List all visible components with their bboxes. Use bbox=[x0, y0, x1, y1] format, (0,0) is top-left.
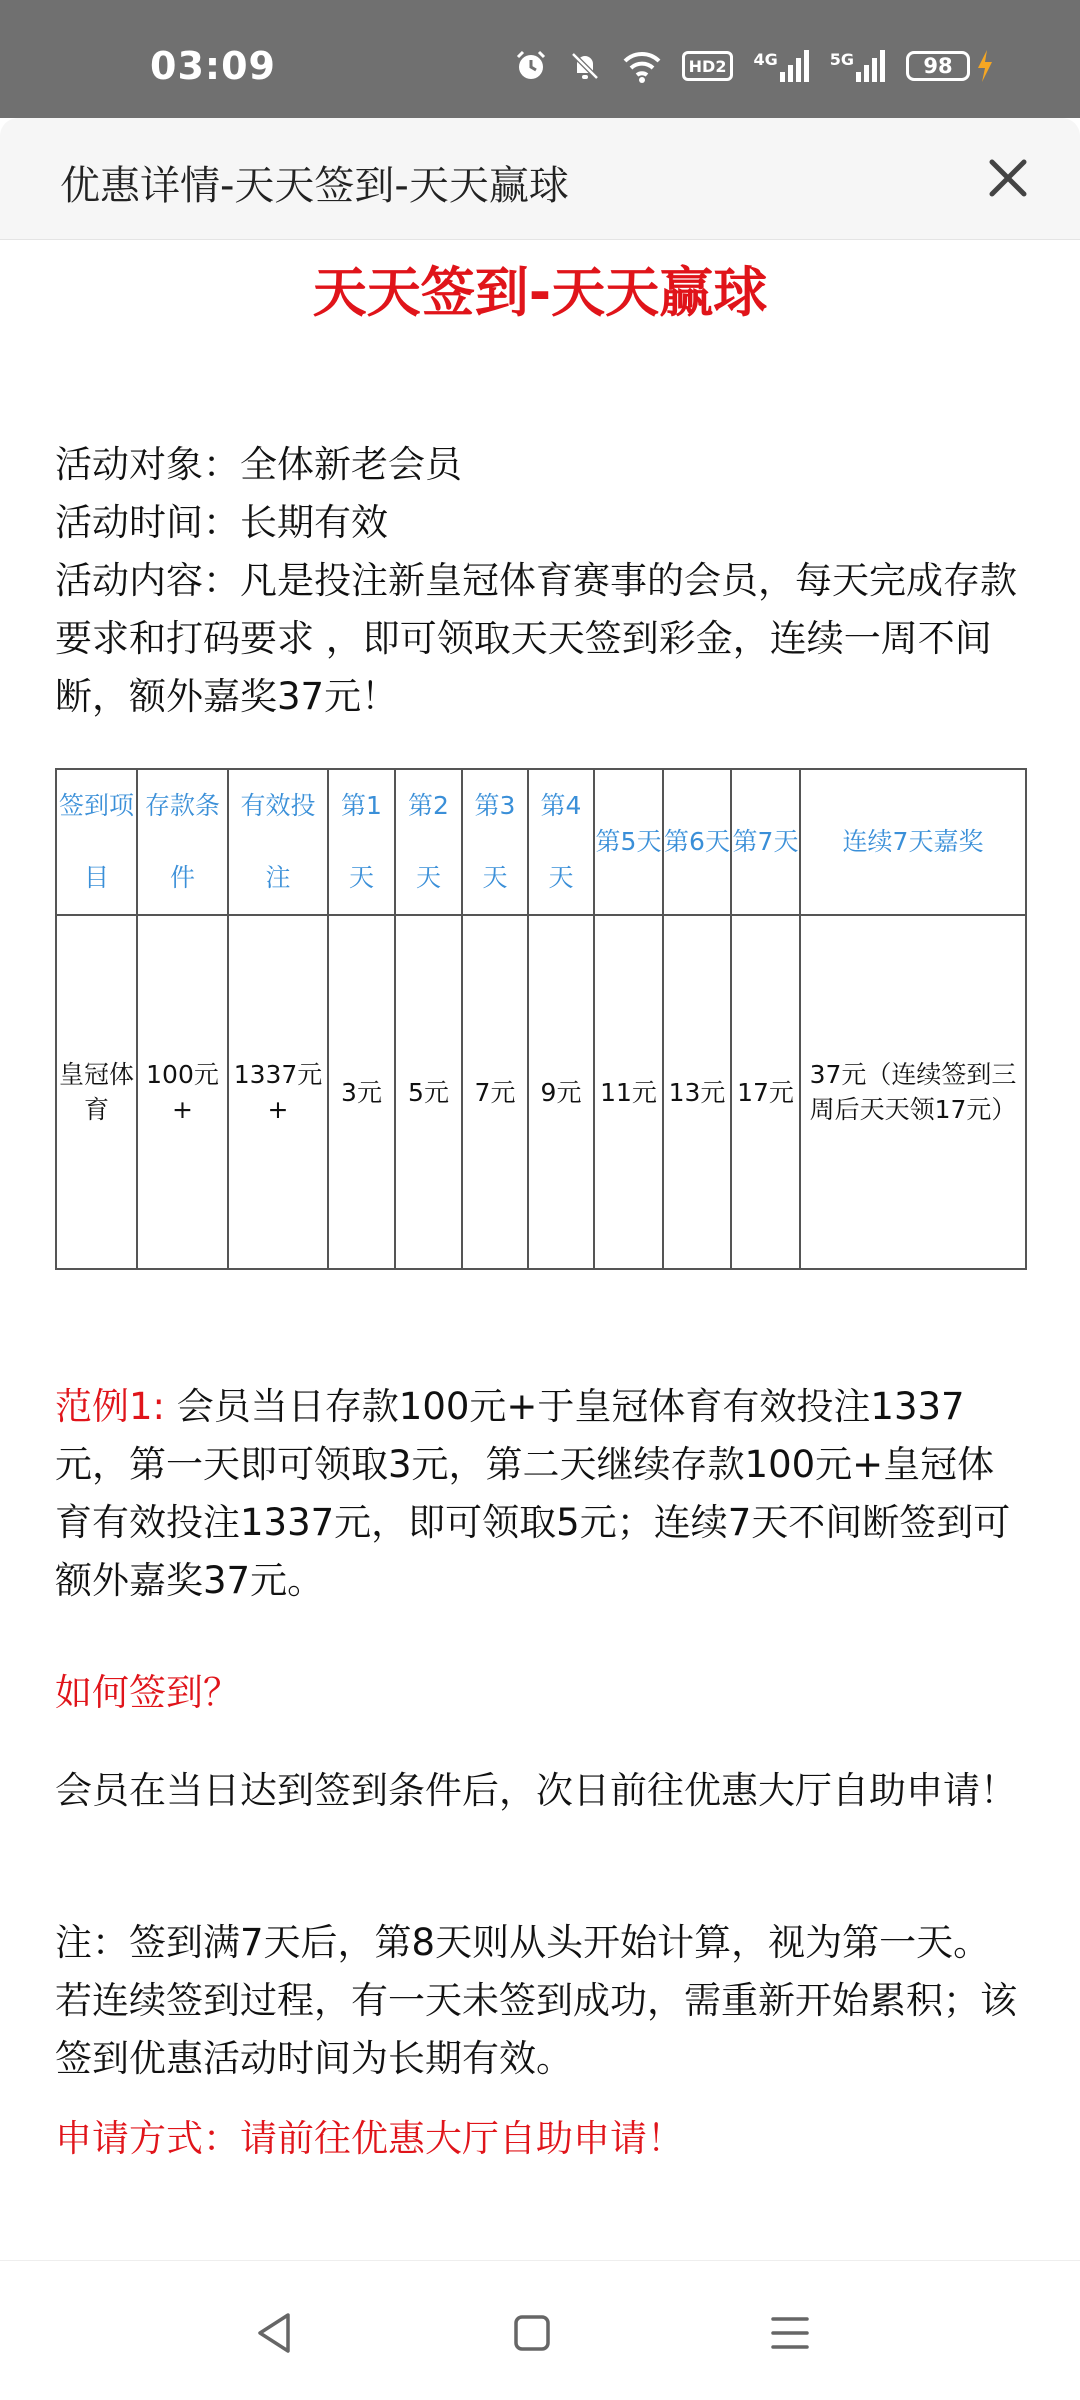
apply-method: 申请方式：请前往优惠大厅自助申请！ bbox=[55, 2117, 684, 2160]
table-row bbox=[56, 915, 1026, 1269]
close-icon bbox=[988, 158, 1028, 198]
signal-5g bbox=[830, 50, 886, 82]
table-cell: 皇冠体育 bbox=[56, 915, 137, 1269]
table-cell: 11元 bbox=[594, 915, 663, 1269]
signal-bars-icon bbox=[780, 50, 810, 82]
how-to-title: 如何签到？ bbox=[55, 1671, 240, 1714]
example-label: 范例1: bbox=[55, 1385, 166, 1428]
note-text: 注：签到满7天后，第8天则从头开始计算，视为第一天。若连续签到过程，有一天未签到成功，需重新开始累积；该签到优惠活动时间为长期有效。 bbox=[55, 1921, 1017, 2080]
mute-icon bbox=[568, 49, 602, 83]
signal-bars-icon bbox=[856, 50, 886, 82]
home-button[interactable] bbox=[502, 2303, 562, 2363]
table-header-cell: 第1天 bbox=[328, 769, 395, 915]
example-text: 会员当日存款100元+于皇冠体育有效投注1337元，第一天即可领取3元，第二天继续存款100元+皇冠体育有效投注1337元，即可领取5元；连续7天不间断签到可额外嘉奖37元。 bbox=[55, 1385, 1011, 1602]
signal-4g bbox=[753, 50, 809, 82]
battery bbox=[906, 50, 994, 82]
example-paragraph bbox=[55, 1378, 1025, 1610]
table-header-cell: 第3天 bbox=[462, 769, 528, 915]
table-header-cell: 连续7天嘉奖 bbox=[800, 769, 1026, 915]
charging-icon bbox=[976, 50, 994, 82]
hd-tag: HD2 bbox=[688, 56, 727, 76]
alarm-icon bbox=[514, 49, 548, 83]
net2-label: 5G bbox=[829, 50, 854, 69]
promo-table bbox=[55, 768, 1027, 1270]
table-cell: 3元 bbox=[328, 915, 395, 1269]
table-cell: 13元 bbox=[663, 915, 731, 1269]
status-time: 03:09 bbox=[150, 44, 276, 88]
table-cell: 7元 bbox=[462, 915, 528, 1269]
table-header-row bbox=[56, 769, 1026, 915]
close-button[interactable] bbox=[976, 146, 1040, 210]
battery-level: 98 bbox=[906, 51, 970, 81]
dialog-header bbox=[0, 118, 1080, 240]
activity-content bbox=[55, 552, 1025, 726]
wifi-icon bbox=[622, 49, 662, 83]
table-header-cell: 签到项目 bbox=[56, 769, 137, 915]
target-value: 全体新老会员 bbox=[240, 443, 462, 486]
table-cell: 9元 bbox=[528, 915, 594, 1269]
net1-label: 4G bbox=[753, 50, 778, 69]
page-title: 优惠详情-天天签到-天天赢球 bbox=[60, 163, 569, 209]
table-cell: 37元（连续签到三周后天天领17元） bbox=[800, 915, 1026, 1269]
table-header-cell: 第2天 bbox=[395, 769, 462, 915]
promo-content[interactable] bbox=[0, 240, 1080, 2260]
content-label: 活动内容： bbox=[55, 559, 240, 602]
table-cell: 5元 bbox=[395, 915, 462, 1269]
back-triangle-icon bbox=[254, 2311, 294, 2355]
activity-time bbox=[55, 494, 1025, 552]
table-header-cell: 有效投注 bbox=[228, 769, 328, 915]
menu-lines-icon bbox=[770, 2313, 810, 2353]
back-button[interactable] bbox=[244, 2303, 304, 2363]
time-value: 长期有效 bbox=[240, 501, 388, 544]
table-header-cell: 第6天 bbox=[663, 769, 731, 915]
how-to-text: 会员在当日达到签到条件后，次日前往优惠大厅自助申请！ bbox=[55, 1769, 1017, 1812]
content-value: 凡是投注新皇冠体育赛事的会员，每天完成存款要求和打码要求 ，即可领取天天签到彩金，连续一周不间断，额外嘉奖37元！ bbox=[55, 559, 1017, 718]
time-label: 活动时间： bbox=[55, 501, 240, 544]
status-icons bbox=[514, 46, 994, 86]
status-bar bbox=[0, 0, 1080, 118]
table-cell: 100元+ bbox=[137, 915, 228, 1269]
activity-target bbox=[55, 436, 1025, 494]
home-square-icon bbox=[512, 2313, 552, 2353]
table-header-cell: 第4天 bbox=[528, 769, 594, 915]
target-label: 活动对象： bbox=[55, 443, 240, 486]
system-navbar bbox=[0, 2260, 1080, 2400]
table-header-cell: 存款条件 bbox=[137, 769, 228, 915]
table-header-cell: 第7天 bbox=[731, 769, 800, 915]
hd-voice-icon bbox=[682, 51, 734, 81]
promo-title: 天天签到-天天赢球 bbox=[312, 261, 768, 324]
menu-button[interactable] bbox=[760, 2303, 820, 2363]
table-cell: 1337元+ bbox=[228, 915, 328, 1269]
table-header-cell: 第5天 bbox=[594, 769, 663, 915]
table-cell: 17元 bbox=[731, 915, 800, 1269]
